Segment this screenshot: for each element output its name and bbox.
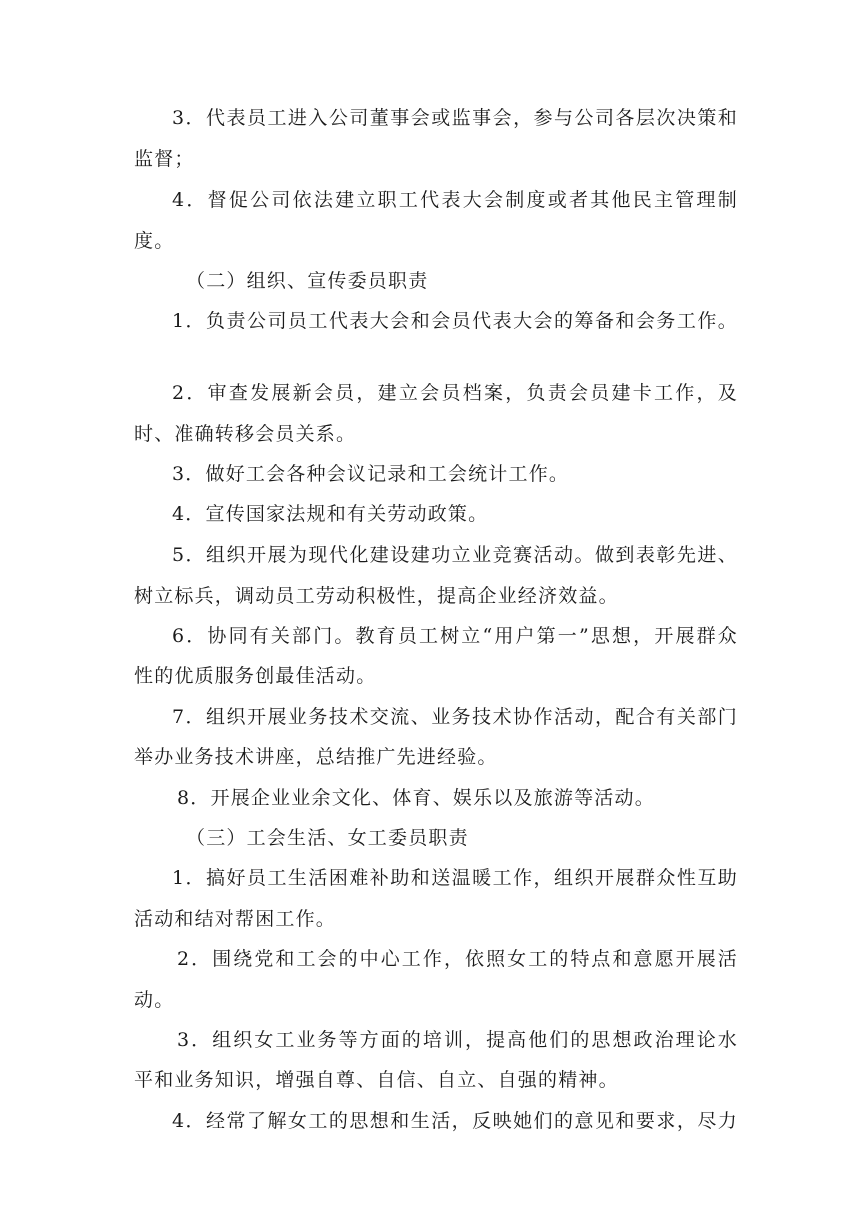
paragraph-line: 平和业务知识，增强自尊、自信、自立、自强的精神。 <box>134 1069 619 1091</box>
paragraph-line: 活动和结对帮困工作。 <box>134 908 337 930</box>
paragraph-line: 树立标兵，调动员工劳动积极性，提高企业经济效益。 <box>134 585 619 607</box>
paragraph-line: 1．负责公司员工代表大会和会员代表大会的筹备和会务工作。 <box>172 310 738 332</box>
paragraph-line: 3．代表员工进入公司董事会或监事会，参与公司各层次决策和 <box>172 107 738 129</box>
paragraph-line: 2．审查发展新会员，建立会员档案，负责会员建卡工作，及 <box>172 382 738 404</box>
paragraph-line: 4．督促公司依法建立职工代表大会制度或者其他民主管理制 <box>172 189 738 211</box>
paragraph-line: 7．组织开展业务技术交流、业务技术协作活动，配合有关部门 <box>172 706 738 728</box>
paragraph-line: 性的优质服务创最佳活动。 <box>134 665 377 687</box>
paragraph-line: 监督； <box>134 148 195 170</box>
paragraph-line: 6．协同有关部门。教育员工树立“用户第一”思想，开展群众 <box>172 625 738 647</box>
paragraph-line: 3．组织女工业务等方面的培训，提高他们的思想政治理论水 <box>177 1029 738 1051</box>
paragraph-line: 度。 <box>134 230 175 252</box>
paragraph-line: 动。 <box>134 989 175 1011</box>
paragraph-line: 4．经常了解女工的思想和生活，反映她们的意见和要求，尽力 <box>172 1110 738 1132</box>
section-heading: （三）工会生活、女工委员职责 <box>186 827 469 849</box>
paragraph-line: 时、准确转移会员关系。 <box>134 423 357 445</box>
paragraph-line: 5．组织开展为现代化建设建功立业竞赛活动。做到表彰先进、 <box>172 544 738 566</box>
section-heading: （二）组织、宣传委员职责 <box>186 270 429 292</box>
paragraph-line: 2．围绕党和工会的中心工作，依照女工的特点和意愿开展活 <box>177 948 738 970</box>
paragraph-line: 8．开展企业业余文化、体育、娱乐以及旅游等活动。 <box>177 787 655 809</box>
paragraph-line: 举办业务技术讲座，总结推广先进经验。 <box>134 746 498 768</box>
paragraph-line: 1．搞好员工生活困难补助和送温暖工作，组织开展群众性互助 <box>172 867 738 889</box>
paragraph-line: 3．做好工会各种会议记录和工会统计工作。 <box>172 463 570 485</box>
paragraph-line: 4．宣传国家法规和有关劳动政策。 <box>172 503 489 525</box>
